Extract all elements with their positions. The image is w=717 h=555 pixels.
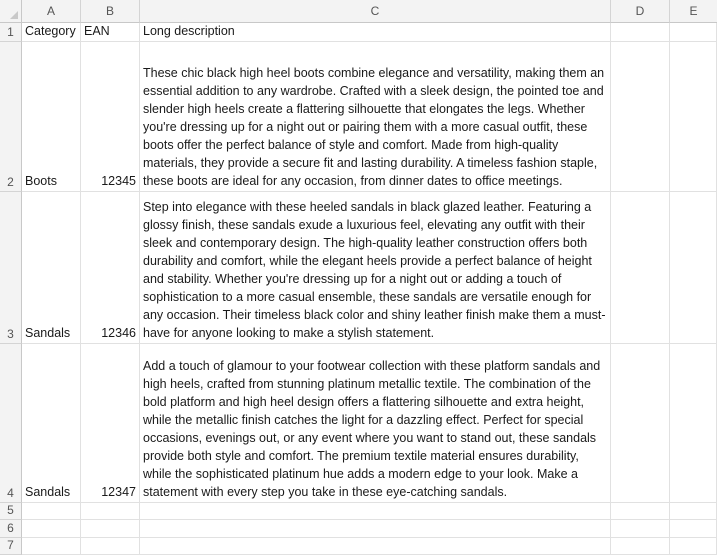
- cell-c2[interactable]: [140, 42, 611, 192]
- row-header-7[interactable]: [0, 538, 22, 555]
- cell-a4[interactable]: [22, 344, 81, 503]
- row-header-2[interactable]: [0, 42, 22, 192]
- select-all-icon: [10, 11, 18, 19]
- cell-e2[interactable]: [670, 42, 717, 192]
- description-value: Add a touch of glamour to your footwear collection with these platform sandals and high heels, crafted from stunning platinum metallic textile. The combination of the bold platform and high heel design offers a flattering silhouette and extra height, while the metallic finish catches the light for a dazzling effect. Perfect for special occasions, evenings out, or any event where you want to stand out, these sandals provide both style and comfort. The premium textile material ensures durability, while the sophisticated platinum hue adds a modern edge to your look. Make a statement with every step you take in these eye-catching sandals.: [143, 359, 601, 499]
- cell-d1[interactable]: [611, 23, 670, 42]
- row-number: 1: [7, 25, 14, 39]
- cell-b3[interactable]: [81, 192, 140, 344]
- column-header-e[interactable]: E: [670, 0, 717, 23]
- cell-a1[interactable]: [22, 23, 81, 42]
- cell-c1[interactable]: [140, 23, 611, 42]
- category-header: Category: [25, 24, 76, 38]
- cell-b7[interactable]: [81, 538, 140, 555]
- cell-a2[interactable]: [22, 42, 81, 192]
- column-header-c[interactable]: C: [140, 0, 611, 23]
- ean-value: 12347: [101, 485, 136, 499]
- cell-d7[interactable]: [611, 538, 670, 555]
- cell-b2[interactable]: [81, 42, 140, 192]
- cell-a7[interactable]: [22, 538, 81, 555]
- ean-value: 12346: [101, 326, 136, 340]
- cell-a6[interactable]: [22, 520, 81, 538]
- column-header-b[interactable]: B: [81, 0, 140, 23]
- row-header-5[interactable]: [0, 503, 22, 520]
- category-value: Sandals: [25, 485, 71, 499]
- description-header: Long description: [143, 24, 235, 38]
- row-header-3[interactable]: [0, 192, 22, 344]
- cell-c3[interactable]: [140, 192, 611, 344]
- cell-b6[interactable]: [81, 520, 140, 538]
- row-number: 3: [7, 327, 14, 341]
- row-number: 6: [7, 521, 14, 535]
- description-value: These chic black high heel boots combine elegance and versatility, making them an essential addition to any wardrobe. Crafted with a sleek design, the pointed toe and slender high heels create a flattering silhouette that elongates the legs. Whether you're dressing up for a night out or pairing them with a more casual outfit, these boots offer the perfect balance of style and comfort. Made from high-quality materials, they provide a secure fit and lasting durability. A timeless fashion staple, these boots are ideal for any occasion, from dinner dates to office meetings.: [143, 66, 605, 188]
- cell-e4[interactable]: [670, 344, 717, 503]
- cell-d5[interactable]: [611, 503, 670, 520]
- ean-value: 12345: [101, 174, 136, 188]
- cell-a5[interactable]: [22, 503, 81, 520]
- cell-d4[interactable]: [611, 344, 670, 503]
- cell-d3[interactable]: [611, 192, 670, 344]
- row-header-6[interactable]: [0, 520, 22, 538]
- column-header-d[interactable]: D: [611, 0, 670, 23]
- description-value: Step into elegance with these heeled sandals in black glazed leather. Featuring a glossy finish, these sandals exude a luxurious feel, elevating any outfit with their sleek and contemporary design. The high-quality leather construction offers both durability and comfort, while the elegant heels provide a perfect balance of height and stability. Whether you're dressing up for a night out or adding a touch of sophistication to a more casual ensemble, these sandals are versatile enough for any occasion. Their timeless black color and shiny leather finish make them a must-have for anyone looking to make a stylish statement.: [143, 200, 606, 340]
- cell-d6[interactable]: [611, 520, 670, 538]
- cell-e6[interactable]: [670, 520, 717, 538]
- cell-d2[interactable]: [611, 42, 670, 192]
- row-number: 2: [7, 175, 14, 189]
- category-value: Sandals: [25, 326, 71, 340]
- row-number: 5: [7, 503, 14, 517]
- category-value: Boots: [25, 174, 57, 188]
- cell-e7[interactable]: [670, 538, 717, 555]
- select-all-corner[interactable]: [0, 0, 22, 23]
- cell-e1[interactable]: [670, 23, 717, 42]
- cell-b1[interactable]: [81, 23, 140, 42]
- cell-e3[interactable]: [670, 192, 717, 344]
- cell-e5[interactable]: [670, 503, 717, 520]
- row-number: 4: [7, 486, 14, 500]
- cell-c4[interactable]: [140, 344, 611, 503]
- cell-b4[interactable]: [81, 344, 140, 503]
- cell-c5[interactable]: [140, 503, 611, 520]
- cell-c6[interactable]: [140, 520, 611, 538]
- ean-header: EAN: [84, 24, 110, 38]
- row-header-4[interactable]: [0, 344, 22, 503]
- cell-b5[interactable]: [81, 503, 140, 520]
- cell-a3[interactable]: [22, 192, 81, 344]
- column-header-a[interactable]: A: [22, 0, 81, 23]
- cell-c7[interactable]: [140, 538, 611, 555]
- row-header-1[interactable]: [0, 23, 22, 42]
- row-number: 7: [7, 538, 14, 552]
